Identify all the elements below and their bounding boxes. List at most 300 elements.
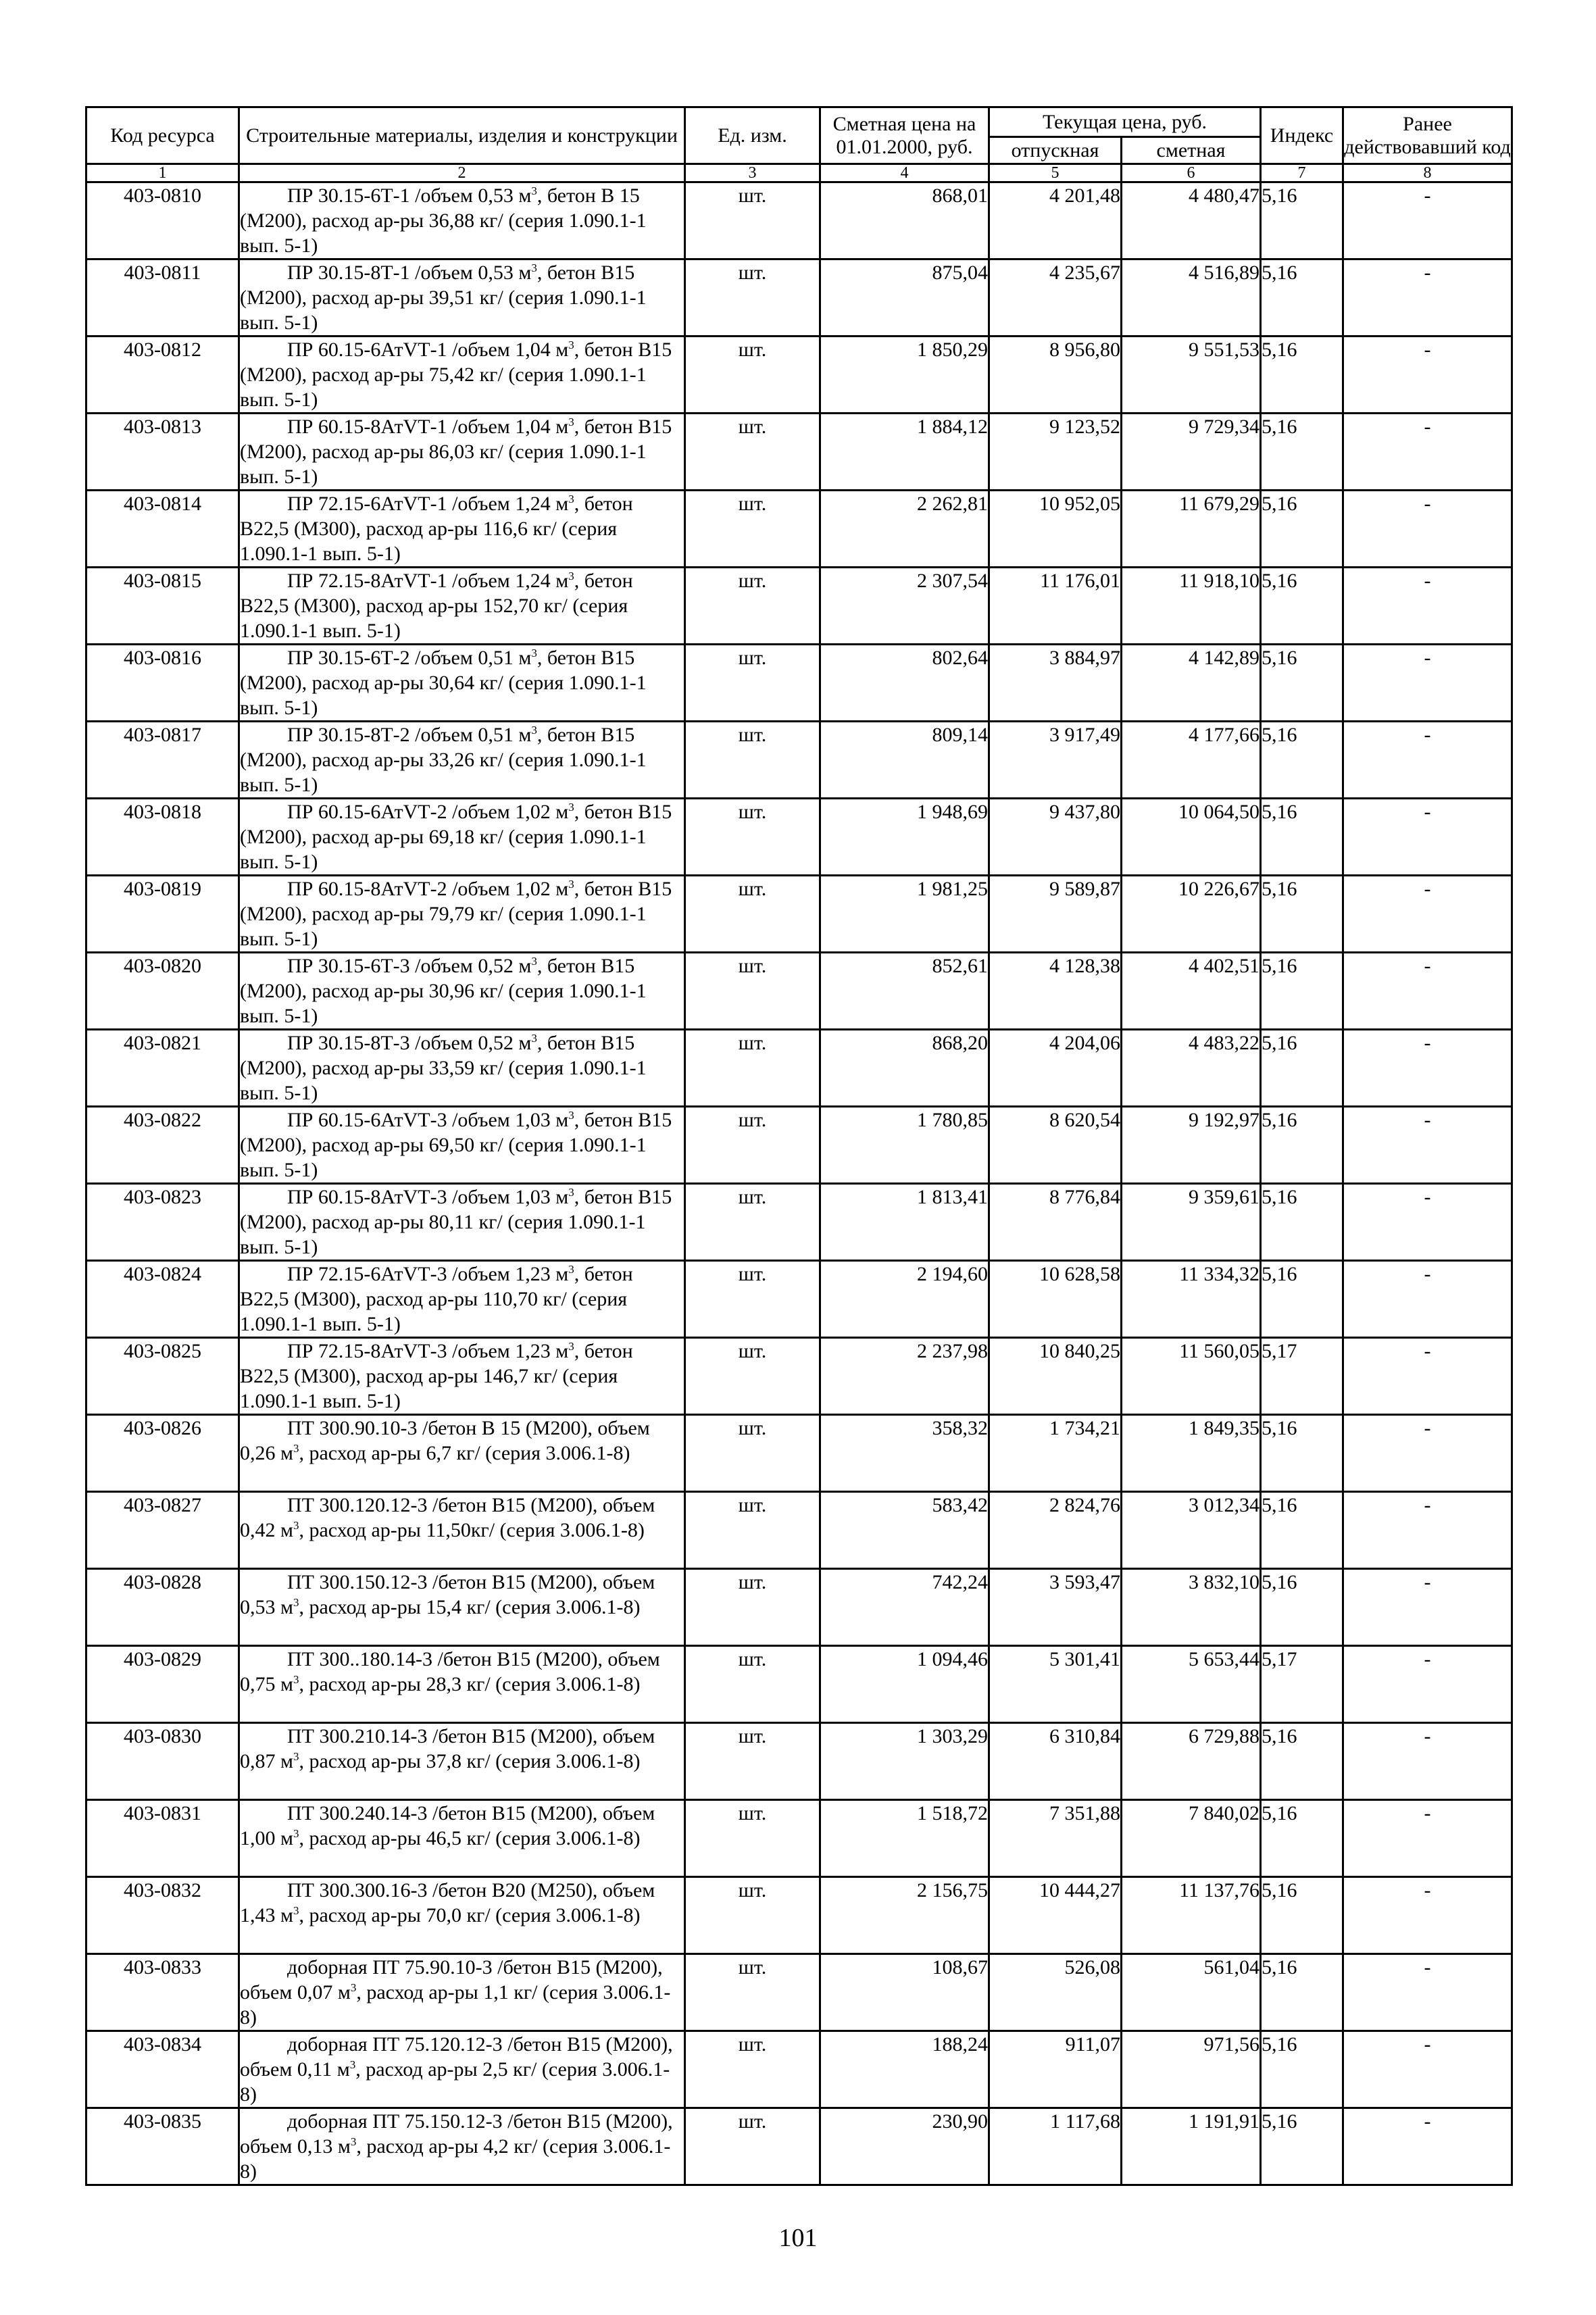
description-part: , бетон В15 (М200), расход ар-ры 69,50 кг/ (серия 1.090.1-1 вып. 5-1) [240,1109,672,1181]
table-row [86,1338,1512,1415]
resource-code: 403-0833 [86,1954,239,2031]
resource-code: 403-0834 [86,2031,239,2108]
description-part: , расход ар-ры 4,2 кг/ (серия 3.006.1-8) [240,2135,671,2183]
resource-code: 403-0821 [86,1030,239,1107]
previous-code-cell: - [1343,799,1512,876]
description-part: ПР 30.15-6Т-3 /объем 0,52 м [287,955,532,977]
cubic-superscript: 3 [568,570,574,582]
previous-code-cell: - [1343,722,1512,799]
cubic-superscript: 3 [568,416,574,428]
release-price-cell: 10 444,27 [989,1877,1122,1954]
previous-code-cell: - [1343,2108,1512,2185]
previous-code-cell: - [1343,1723,1512,1800]
release-price-cell: 526,08 [989,1954,1122,2031]
base-price-cell: 2 307,54 [820,568,989,645]
description-part: , бетон В 15 (М200), расход ар-ры 36,88 кг/ (серия 1.090.1-1 вып. 5-1) [240,184,647,257]
material-description [239,337,685,414]
unit-cell: шт. [685,645,820,722]
material-description [239,414,685,491]
description-part: ПР 60.15-6АтVТ-2 /объем 1,02 м [287,801,569,823]
cubic-superscript: 3 [531,262,537,274]
table-row [86,1877,1512,1954]
unit-cell: шт. [685,1184,820,1261]
cubic-superscript: 3 [568,801,574,814]
cubic-superscript: 3 [568,1263,574,1276]
table-row [86,2031,1512,2108]
description-part: , бетон В15 (М200), расход ар-ры 86,03 кг/ (серия 1.090.1-1 вып. 5-1) [240,416,672,488]
previous-code-cell: - [1343,953,1512,1030]
release-price-cell: 8 956,80 [989,337,1122,414]
cubic-superscript: 3 [568,339,574,351]
release-price-cell: 10 840,25 [989,1338,1122,1415]
table-body [86,182,1512,2185]
previous-code-cell: - [1343,1415,1512,1492]
index-cell: 5,16 [1261,414,1343,491]
unit-cell: шт. [685,414,820,491]
resource-code: 403-0812 [86,337,239,414]
base-price-cell: 868,20 [820,1030,989,1107]
unit-cell: шт. [685,1492,820,1569]
material-description [239,1184,685,1261]
table-row [86,2108,1512,2185]
cubic-superscript: 3 [531,1032,537,1045]
material-description [239,491,685,568]
cubic-superscript: 3 [350,2135,357,2148]
column-number: 2 [239,164,685,182]
resource-code: 403-0811 [86,259,239,337]
estimate-price-cell: 10 226,67 [1122,876,1261,953]
unit-cell: шт. [685,2031,820,2108]
description-part: ПР 30.15-8Т-3 /объем 0,52 м [287,1032,532,1054]
material-description [239,799,685,876]
release-price-cell: 9 437,80 [989,799,1122,876]
release-price-cell: 4 201,48 [989,182,1122,259]
release-price-cell: 11 176,01 [989,568,1122,645]
estimate-price-cell: 4 480,47 [1122,182,1261,259]
release-price-cell: 10 952,05 [989,491,1122,568]
price-table [85,106,1513,2186]
cubic-superscript: 3 [568,1109,574,1122]
release-price-cell: 5 301,41 [989,1646,1122,1723]
base-price-cell: 1 813,41 [820,1184,989,1261]
material-description [239,568,685,645]
unit-cell: шт. [685,1415,820,1492]
base-price-cell: 2 262,81 [820,491,989,568]
release-price-cell: 9 123,52 [989,414,1122,491]
description-part: ПР 60.15-8АтVТ-2 /объем 1,02 м [287,878,569,900]
cubic-superscript: 3 [293,1904,299,1917]
cubic-superscript: 3 [568,493,574,505]
index-cell: 5,16 [1261,1492,1343,1569]
resource-code: 403-0831 [86,1800,239,1877]
estimate-price-cell: 561,04 [1122,1954,1261,2031]
previous-code-cell: - [1343,1954,1512,2031]
material-description [239,722,685,799]
header-release-price: отпускная [989,137,1122,164]
previous-code-cell: - [1343,1184,1512,1261]
unit-cell: шт. [685,1338,820,1415]
table-row [86,414,1512,491]
unit-cell: шт. [685,1723,820,1800]
cubic-superscript: 3 [293,1827,299,1840]
table-row [86,645,1512,722]
column-number: 8 [1343,164,1512,182]
resource-code: 403-0815 [86,568,239,645]
description-part: , расход ар-ры 70,0 кг/ (серия 3.006.1-8) [299,1904,641,1926]
base-price-cell: 583,42 [820,1492,989,1569]
resource-code: 403-0823 [86,1184,239,1261]
cubic-superscript: 3 [531,184,537,197]
header-index: Индекс [1261,107,1343,164]
description-part: ПР 72.15-8АтVТ-3 /объем 1,23 м [287,1340,569,1362]
unit-cell: шт. [685,1800,820,1877]
table-row [86,876,1512,953]
description-part: , расход ар-ры 6,7 кг/ (серия 3.006.1-8) [299,1442,630,1464]
resource-code: 403-0810 [86,182,239,259]
release-price-cell: 7 351,88 [989,1800,1122,1877]
resource-code: 403-0832 [86,1877,239,1954]
base-price-cell: 1 850,29 [820,337,989,414]
material-description [239,2031,685,2108]
base-price-cell: 188,24 [820,2031,989,2108]
column-number: 7 [1261,164,1343,182]
base-price-cell: 1 303,29 [820,1723,989,1800]
previous-code-cell: - [1343,1030,1512,1107]
release-price-cell: 2 824,76 [989,1492,1122,1569]
release-price-cell: 911,07 [989,2031,1122,2108]
material-description [239,645,685,722]
description-part: ПТ 300..180.14-3 /бетон В15 (М200), объем 0,75 м [240,1648,660,1695]
material-description [239,1646,685,1723]
cubic-superscript: 3 [293,1750,299,1763]
cubic-superscript: 3 [531,647,537,659]
estimate-price-cell: 11 918,10 [1122,568,1261,645]
description-part: ПР 60.15-8АтVТ-3 /объем 1,03 м [287,1186,569,1208]
description-part: , бетон В22,5 (М300), расход ар-ры 152,70 кг/ (серия 1.090.1-1 вып. 5-1) [240,570,633,642]
estimate-price-cell: 11 334,32 [1122,1261,1261,1338]
resource-code: 403-0827 [86,1492,239,1569]
base-price-cell: 2 237,98 [820,1338,989,1415]
release-price-cell: 3 884,97 [989,645,1122,722]
table-row [86,1261,1512,1338]
unit-cell: шт. [685,1954,820,2031]
release-price-cell: 8 776,84 [989,1184,1122,1261]
unit-cell: шт. [685,491,820,568]
index-cell: 5,16 [1261,799,1343,876]
base-price-cell: 358,32 [820,1415,989,1492]
description-part: , расход ар-ры 28,3 кг/ (серия 3.006.1-8) [299,1673,641,1695]
previous-code-cell: - [1343,491,1512,568]
index-cell: 5,17 [1261,1646,1343,1723]
description-part: доборная ПТ 75.150.12-3 /бетон В15 (М200), объем 0,13 м [240,2110,673,2158]
estimate-price-cell: 1 191,91 [1122,2108,1261,2185]
unit-cell: шт. [685,722,820,799]
resource-code: 403-0822 [86,1107,239,1184]
release-price-cell: 1 734,21 [989,1415,1122,1492]
unit-cell: шт. [685,568,820,645]
header-materials: Строительные материалы, изделия и конструкции [239,107,685,164]
previous-code-cell: - [1343,1877,1512,1954]
resource-code: 403-0826 [86,1415,239,1492]
material-description [239,1107,685,1184]
unit-cell: шт. [685,953,820,1030]
table-row [86,1723,1512,1800]
description-part: ПР 60.15-6АтVТ-3 /объем 1,03 м [287,1109,569,1131]
column-number: 3 [685,164,820,182]
description-part: , бетон В15 (М200), расход ар-ры 33,26 кг/ (серия 1.090.1-1 вып. 5-1) [240,724,647,796]
previous-code-cell: - [1343,1107,1512,1184]
index-cell: 5,17 [1261,1338,1343,1415]
estimate-price-cell: 3 012,34 [1122,1492,1261,1569]
estimate-price-cell: 6 729,88 [1122,1723,1261,1800]
material-description [239,2108,685,2185]
description-part: , расход ар-ры 37,8 кг/ (серия 3.006.1-8) [299,1750,641,1772]
material-description [239,1415,685,1492]
material-description [239,953,685,1030]
index-cell: 5,16 [1261,645,1343,722]
index-cell: 5,16 [1261,1415,1343,1492]
description-part: ПР 60.15-6АтVТ-1 /объем 1,04 м [287,339,569,361]
base-price-cell: 875,04 [820,259,989,337]
release-price-cell: 4 128,38 [989,953,1122,1030]
index-cell: 5,16 [1261,1030,1343,1107]
index-cell: 5,16 [1261,1877,1343,1954]
base-price-cell: 2 156,75 [820,1877,989,1954]
previous-code-cell: - [1343,1646,1512,1723]
estimate-price-cell: 4 142,89 [1122,645,1261,722]
index-cell: 5,16 [1261,1800,1343,1877]
index-cell: 5,16 [1261,337,1343,414]
table-row [86,1492,1512,1569]
estimate-price-cell: 971,56 [1122,2031,1261,2108]
table-row [86,953,1512,1030]
release-price-cell: 9 589,87 [989,876,1122,953]
estimate-price-cell: 10 064,50 [1122,799,1261,876]
material-description [239,1877,685,1954]
cubic-superscript: 3 [293,1519,299,1532]
resource-code: 403-0825 [86,1338,239,1415]
description-part: ПР 30.15-6Т-2 /объем 0,51 м [287,647,532,669]
description-part: ПР 72.15-6АтVТ-3 /объем 1,23 м [287,1263,569,1285]
cubic-superscript: 3 [293,1596,299,1609]
description-part: ПТ 300.240.14-3 /бетон В15 (М200), объем 1,00 м [240,1802,655,1849]
table-row [86,568,1512,645]
material-description [239,876,685,953]
base-price-cell: 1 518,72 [820,1800,989,1877]
estimate-price-cell: 4 402,51 [1122,953,1261,1030]
material-description [239,1569,685,1646]
base-price-cell: 802,64 [820,645,989,722]
column-number: 6 [1122,164,1261,182]
unit-cell: шт. [685,1877,820,1954]
column-number: 4 [820,164,989,182]
column-number: 5 [989,164,1122,182]
unit-cell: шт. [685,1030,820,1107]
previous-code-cell: - [1343,259,1512,337]
resource-code: 403-0829 [86,1646,239,1723]
previous-code-cell: - [1343,1261,1512,1338]
table-row [86,1646,1512,1723]
estimate-price-cell: 3 832,10 [1122,1569,1261,1646]
index-cell: 5,16 [1261,1954,1343,2031]
material-description [239,1492,685,1569]
unit-cell: шт. [685,259,820,337]
description-part: доборная ПТ 75.120.12-3 /бетон В15 (М200), объем 0,11 м [240,2033,673,2081]
description-part: , расход ар-ры 11,50кг/ (серия 3.006.1-8) [299,1519,645,1541]
index-cell: 5,16 [1261,1107,1343,1184]
page-number: 101 [778,2224,818,2252]
resource-code: 403-0835 [86,2108,239,2185]
description-part: , бетон В15 (М200), расход ар-ры 80,11 кг/ (серия 1.090.1-1 вып. 5-1) [240,1186,672,1258]
description-part: ПТ 300.90.10-3 /бетон В 15 (М200), объем 0,26 м [240,1417,650,1464]
description-part: , бетон В15 (М200), расход ар-ры 75,42 кг/ (серия 1.090.1-1 вып. 5-1) [240,339,672,411]
estimate-price-cell: 1 849,35 [1122,1415,1261,1492]
estimate-price-cell: 4 516,89 [1122,259,1261,337]
unit-cell: шт. [685,1107,820,1184]
cubic-superscript: 3 [568,878,574,891]
table-row [86,1415,1512,1492]
resource-code: 403-0820 [86,953,239,1030]
index-cell: 5,16 [1261,722,1343,799]
previous-code-cell: - [1343,414,1512,491]
estimate-price-cell: 9 192,97 [1122,1107,1261,1184]
unit-cell: шт. [685,182,820,259]
base-price-cell: 809,14 [820,722,989,799]
previous-code-cell: - [1343,337,1512,414]
column-number: 1 [86,164,239,182]
cubic-superscript: 3 [568,1340,574,1353]
material-description [239,1723,685,1800]
base-price-cell: 852,61 [820,953,989,1030]
release-price-cell: 3 917,49 [989,722,1122,799]
previous-code-cell: - [1343,2031,1512,2108]
index-cell: 5,16 [1261,568,1343,645]
unit-cell: шт. [685,799,820,876]
resource-code: 403-0828 [86,1569,239,1646]
table-row [86,337,1512,414]
material-description [239,1954,685,2031]
base-price-cell: 230,90 [820,2108,989,2185]
header-unit: Ед. изм. [685,107,820,164]
table-row [86,182,1512,259]
description-part: , бетон В22,5 (М300), расход ар-ры 146,7 кг/ (серия 1.090.1-1 вып. 5-1) [240,1340,633,1412]
resource-code: 403-0814 [86,491,239,568]
unit-cell: шт. [685,2108,820,2185]
base-price-cell: 742,24 [820,1569,989,1646]
cubic-superscript: 3 [349,2058,356,2071]
header-current-price: Текущая цена, руб. [989,107,1261,137]
cubic-superscript: 3 [568,1186,574,1199]
table-row [86,491,1512,568]
release-price-cell: 10 628,58 [989,1261,1122,1338]
release-price-cell: 6 310,84 [989,1723,1122,1800]
base-price-cell: 1 981,25 [820,876,989,953]
header-code: Код ресурса [86,107,239,164]
description-part: ПР 30.15-8Т-2 /объем 0,51 м [287,724,532,746]
release-price-cell: 3 593,47 [989,1569,1122,1646]
material-description [239,1261,685,1338]
release-price-cell: 4 235,67 [989,259,1122,337]
description-part: ПТ 300.120.12-3 /бетон В15 (М200), объем 0,42 м [240,1494,655,1541]
unit-cell: шт. [685,337,820,414]
index-cell: 5,16 [1261,491,1343,568]
index-cell: 5,16 [1261,182,1343,259]
previous-code-cell: - [1343,182,1512,259]
description-part: , расход ар-ры 1,1 кг/ (серия 3.006.1-8) [240,1981,671,2028]
index-cell: 5,16 [1261,1184,1343,1261]
description-part: , бетон В15 (М200), расход ар-ры 39,51 кг/ (серия 1.090.1-1 вып. 5-1) [240,262,647,334]
estimate-price-cell: 11 560,05 [1122,1338,1261,1415]
estimate-price-cell: 4 177,66 [1122,722,1261,799]
description-part: , расход ар-ры 2,5 кг/ (серия 3.006.1-8) [240,2058,670,2106]
estimate-price-cell: 11 137,76 [1122,1877,1261,1954]
index-cell: 5,16 [1261,1261,1343,1338]
header-previous-code: Ранее действовавший код [1343,107,1512,164]
material-description [239,182,685,259]
material-description [239,1800,685,1877]
description-part: ПТ 300.150.12-3 /бетон В15 (М200), объем 0,53 м [240,1571,655,1618]
cubic-superscript: 3 [293,1442,299,1455]
table-row [86,722,1512,799]
description-part: ПР 30.15-6Т-1 /объем 0,53 м [287,184,532,207]
material-description [239,259,685,337]
previous-code-cell: - [1343,1492,1512,1569]
unit-cell: шт. [685,1569,820,1646]
release-price-cell: 4 204,06 [989,1030,1122,1107]
cubic-superscript: 3 [531,955,537,968]
cubic-superscript: 3 [293,1673,299,1686]
previous-code-cell: - [1343,1569,1512,1646]
description-part: ПР 60.15-8АтVТ-1 /объем 1,04 м [287,416,569,438]
description-part: , расход ар-ры 15,4 кг/ (серия 3.006.1-8) [299,1596,641,1618]
resource-code: 403-0813 [86,414,239,491]
estimate-price-cell: 5 653,44 [1122,1646,1261,1723]
base-price-cell: 1 780,85 [820,1107,989,1184]
material-description [239,1030,685,1107]
previous-code-cell: - [1343,568,1512,645]
resource-code: 403-0818 [86,799,239,876]
description-part: , бетон В22,5 (М300), расход ар-ры 116,6 кг/ (серия 1.090.1-1 вып. 5-1) [240,493,633,565]
previous-code-cell: - [1343,645,1512,722]
header-estimated-price: Сметная цена на 01.01.2000, руб. [820,107,989,164]
description-part: , бетон В22,5 (М300), расход ар-ры 110,70 кг/ (серия 1.090.1-1 вып. 5-1) [240,1263,633,1335]
table-row [86,259,1512,337]
table-row [86,1030,1512,1107]
index-cell: 5,16 [1261,1569,1343,1646]
description-part: , бетон В15 (М200), расход ар-ры 30,96 кг/ (серия 1.090.1-1 вып. 5-1) [240,955,647,1027]
estimate-price-cell: 9 551,53 [1122,337,1261,414]
estimate-price-cell: 7 840,02 [1122,1800,1261,1877]
release-price-cell: 1 117,68 [989,2108,1122,2185]
description-part: ПТ 300.300.16-3 /бетон В20 (М250), объем 1,43 м [240,1879,655,1926]
resource-code: 403-0824 [86,1261,239,1338]
base-price-cell: 1 884,12 [820,414,989,491]
resource-code: 403-0816 [86,645,239,722]
estimate-price-cell: 9 359,61 [1122,1184,1261,1261]
cubic-superscript: 3 [531,724,537,737]
base-price-cell: 868,01 [820,182,989,259]
material-description [239,1338,685,1415]
table-row [86,1184,1512,1261]
index-cell: 5,16 [1261,2031,1343,2108]
base-price-cell: 1 094,46 [820,1646,989,1723]
unit-cell: шт. [685,876,820,953]
description-part: ПТ 300.210.14-3 /бетон В15 (М200), объем 0,87 м [240,1725,655,1772]
previous-code-cell: - [1343,876,1512,953]
table-row [86,1569,1512,1646]
resource-code: 403-0819 [86,876,239,953]
resource-code: 403-0817 [86,722,239,799]
